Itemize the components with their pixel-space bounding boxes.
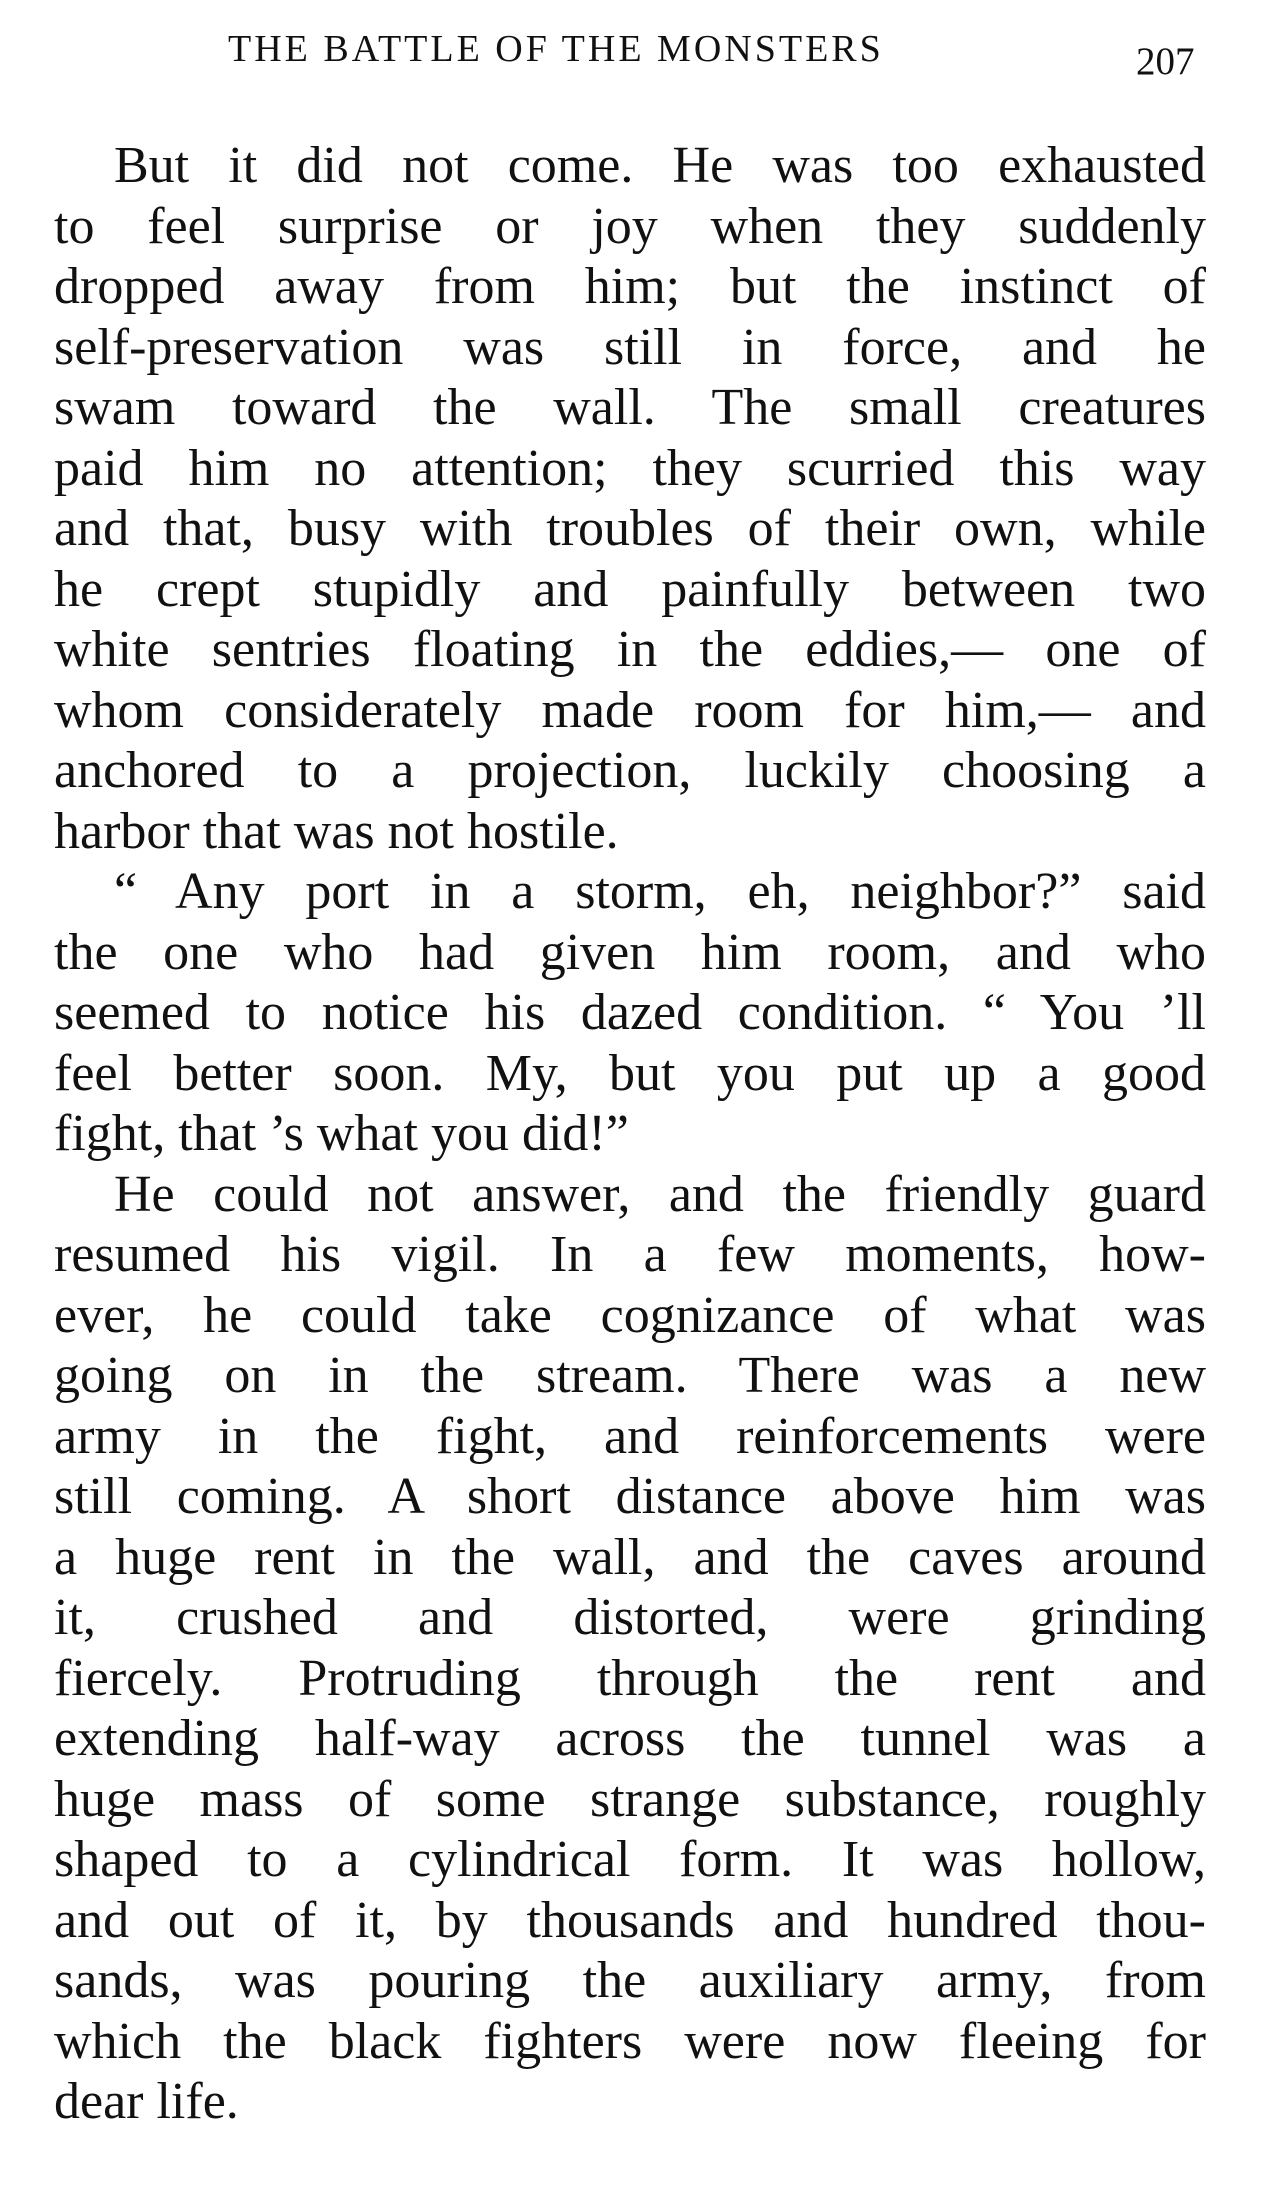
paragraph-1 <box>54 136 1206 862</box>
text-line: white sentries floating in the eddies,— one of <box>54 621 1206 678</box>
text-line: seemed to notice his dazed condition. “ You ’ll <box>54 984 1206 1041</box>
page-number: 207 <box>1136 40 1195 83</box>
text-line: paid him no attention; they scurried this way <box>54 439 1206 497</box>
text-line: to feel surprise or joy when they suddenly <box>54 197 1206 255</box>
text-line: harbor that was not hostile. <box>54 802 619 860</box>
text-line: it, crushed and distorted, were grinding <box>54 1589 1206 1646</box>
text-line: he crept stupidly and painfully between two <box>54 560 1206 618</box>
running-title: THE BATTLE OF THE MONSTERS <box>228 28 884 70</box>
text-line: and out of it, by thousands and hundred thou- <box>54 1891 1206 1949</box>
text-line: whom considerately made room for him,— and <box>54 681 1206 739</box>
text-line: self-preservation was still in force, and he <box>54 318 1206 376</box>
text-line: sands, was pouring the auxiliary army, from <box>54 1952 1206 2009</box>
text-line: But it did not come. He was too exhausted <box>114 137 1206 194</box>
text-line: huge mass of some strange substance, roughly <box>54 1770 1206 1828</box>
text-line: which the black fighters were now fleeing for <box>54 2012 1206 2070</box>
text-line: He could not answer, and the friendly guard <box>114 1165 1206 1223</box>
text-line: shaped to a cylindrical form. It was hollow, <box>54 1831 1206 1888</box>
text-line: fight, that ’s what you did!” <box>54 1105 629 1162</box>
text-line: dear life. <box>54 2073 239 2130</box>
text-line: dropped away from him; but the instinct of <box>54 258 1206 315</box>
text-line: a huge rent in the wall, and the caves around <box>54 1528 1206 1586</box>
text-line: fiercely. Protruding through the rent and <box>54 1649 1206 1707</box>
paragraph-2 <box>54 862 1206 1165</box>
text-line: still coming. A short distance above him was <box>54 1468 1206 1525</box>
body-text <box>54 136 1206 2133</box>
text-line: ever, he could take cognizance of what was <box>54 1286 1206 1344</box>
text-line: going on in the stream. There was a new <box>54 1347 1206 1404</box>
text-line: anchored to a projection, luckily choosing a <box>54 742 1206 799</box>
text-line: feel better soon. My, but you put up a good <box>54 1044 1206 1102</box>
text-line: swam toward the wall. The small creatures <box>54 379 1206 436</box>
text-line: army in the fight, and reinforcements were <box>54 1407 1206 1465</box>
text-line: resumed his vigil. In a few moments, how- <box>54 1226 1206 1283</box>
text-line: the one who had given him room, and who <box>54 923 1206 981</box>
text-line: “ Any port in a storm, eh, neighbor?” said <box>114 863 1206 920</box>
text-line: extending half-way across the tunnel was a <box>54 1710 1206 1767</box>
paragraph-3 <box>54 1165 1206 2133</box>
text-line: and that, busy with troubles of their own, while <box>54 500 1206 557</box>
